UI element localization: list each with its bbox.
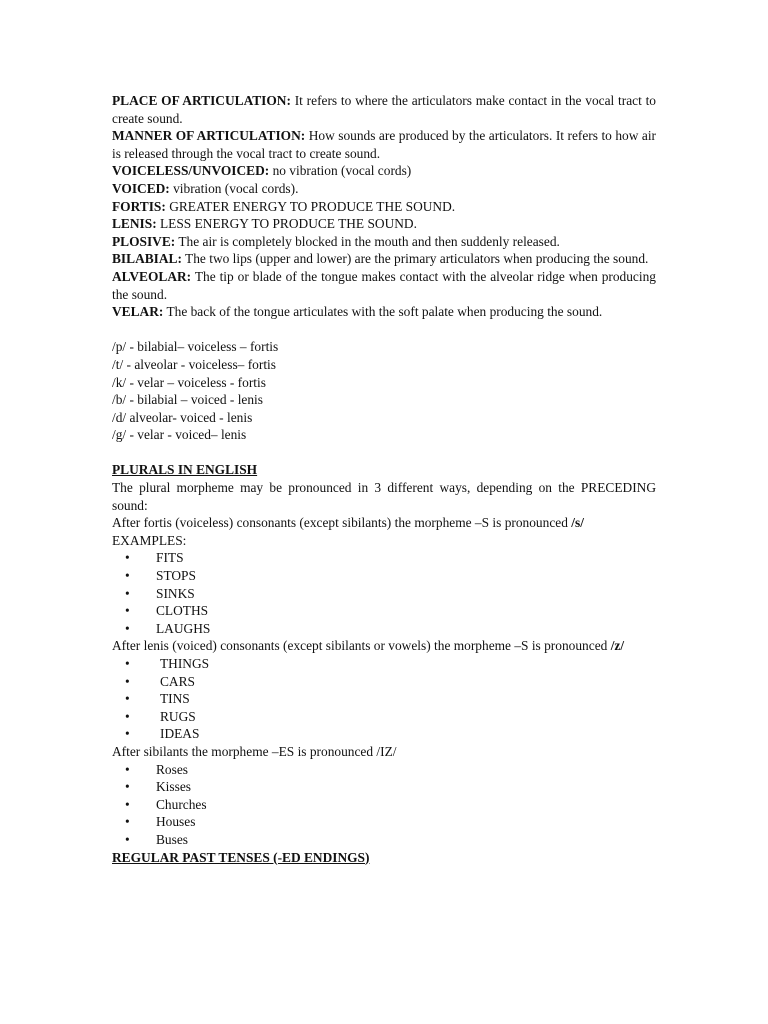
list-item: • LAUGHS — [112, 620, 656, 638]
phoneme-line: /d/ alveolar- voiced - lenis — [112, 409, 253, 425]
fortis-rule — [112, 514, 656, 532]
definition-manner-of-articulation — [112, 127, 656, 162]
list-item: • STOPS — [112, 567, 656, 585]
definition-velar — [112, 303, 656, 321]
definition-term: MANNER OF ARTICULATION: — [112, 128, 306, 144]
definition-term: FORTIS: — [112, 198, 166, 214]
definition-term: VOICED: — [112, 180, 170, 196]
list-item: • Kisses — [112, 778, 656, 796]
definition-voiceless — [112, 162, 656, 180]
rule-sound: /z/ — [610, 638, 625, 654]
past-tense-heading: REGULAR PAST TENSES (-ED ENDINGS) — [112, 849, 370, 865]
examples-label: EXAMPLES: — [112, 532, 187, 548]
list-item: • THINGS — [112, 655, 656, 673]
definition-text: How sounds are produced by the articulators. It refers to how air is released through the vocal tract to create sound. — [112, 128, 657, 161]
definition-place-of-articulation — [112, 92, 656, 127]
definition-bilabial — [112, 250, 656, 268]
definition-text: no vibration (vocal cords) — [269, 163, 412, 179]
definition-term: ALVEOLAR: — [112, 268, 192, 284]
list-item: • RUGS — [112, 708, 656, 726]
phoneme-line: /g/ - velar - voiced– lenis — [112, 427, 247, 443]
definition-term: VOICELESS/UNVOICED: — [112, 163, 270, 179]
definition-alveolar — [112, 268, 656, 303]
plurals-heading: PLURALS IN ENGLISH — [112, 462, 258, 478]
fortis-examples-list — [112, 549, 656, 637]
lenis-examples-list — [112, 655, 656, 743]
phoneme-line: /t/ - alveolar - voiceless– fortis — [112, 356, 276, 372]
phoneme-line: /b/ - bilabial – voiced - lenis — [112, 392, 263, 408]
list-item: • SINKS — [112, 585, 656, 603]
lenis-rule — [112, 637, 656, 655]
definition-text: The two lips (upper and lower) are the primary articulators when producing the sound. — [181, 251, 649, 267]
definition-term: VELAR: — [112, 304, 164, 320]
rule-text: After fortis (voiceless) consonants (except sibilants) the morpheme –S is pronounced — [112, 515, 572, 531]
definition-term: PLOSIVE: — [112, 233, 176, 249]
definition-term: BILABIAL: — [112, 251, 182, 267]
definitions-section — [112, 92, 656, 321]
list-item: • FITS — [112, 549, 656, 567]
definition-text: LESS ENERGY TO PRODUCE THE SOUND. — [156, 216, 417, 232]
list-item: • Roses — [112, 761, 656, 779]
definition-plosive — [112, 233, 656, 251]
sibilant-examples-list — [112, 761, 656, 849]
definition-text: The tip or blade of the tongue makes contact with the alveolar ridge when producing the sound. — [112, 268, 656, 302]
sibilant-rule: After sibilants the morpheme –ES is pronounced /IZ/ — [112, 743, 397, 759]
definition-fortis — [112, 198, 656, 216]
definition-term: PLACE OF ARTICULATION: — [112, 93, 291, 108]
blank-line — [112, 444, 656, 462]
blank-line — [112, 321, 656, 339]
definition-voiced — [112, 180, 656, 198]
definition-term: LENIS: — [112, 216, 157, 232]
list-item: • Churches — [112, 796, 656, 814]
list-item: • CLOTHS — [112, 602, 656, 620]
list-item: • Houses — [112, 813, 656, 831]
definition-text: GREATER ENERGY TO PRODUCE THE SOUND. — [165, 198, 456, 214]
phoneme-list — [112, 338, 656, 444]
rule-text: After lenis (voiced) consonants (except sibilants or vowels) the morpheme –S is pronounced — [112, 638, 611, 654]
definition-text: It refers to where the articulators make contact in the vocal tract to create sound. — [112, 93, 656, 126]
rule-sound: /s/ — [571, 515, 584, 531]
phoneme-line: /k/ - velar – voiceless - fortis — [112, 374, 266, 390]
plurals-section — [112, 461, 656, 848]
definition-text: The back of the tongue articulates with the soft palate when producing the sound. — [163, 304, 603, 320]
definition-lenis — [112, 215, 656, 233]
list-item: • CARS — [112, 673, 656, 691]
phoneme-line: /p/ - bilabial– voiceless – fortis — [112, 339, 279, 355]
document-page — [112, 92, 656, 866]
list-item: • IDEAS — [112, 725, 656, 743]
list-item: • Buses — [112, 831, 656, 849]
list-item: • TINS — [112, 690, 656, 708]
definition-text: vibration (vocal cords). — [169, 180, 299, 196]
definition-text: The air is completely blocked in the mouth and then suddenly released. — [175, 233, 560, 249]
plurals-intro: The plural morpheme may be pronounced in 3 different ways, depending on the PRECEDING sound: — [112, 480, 656, 513]
